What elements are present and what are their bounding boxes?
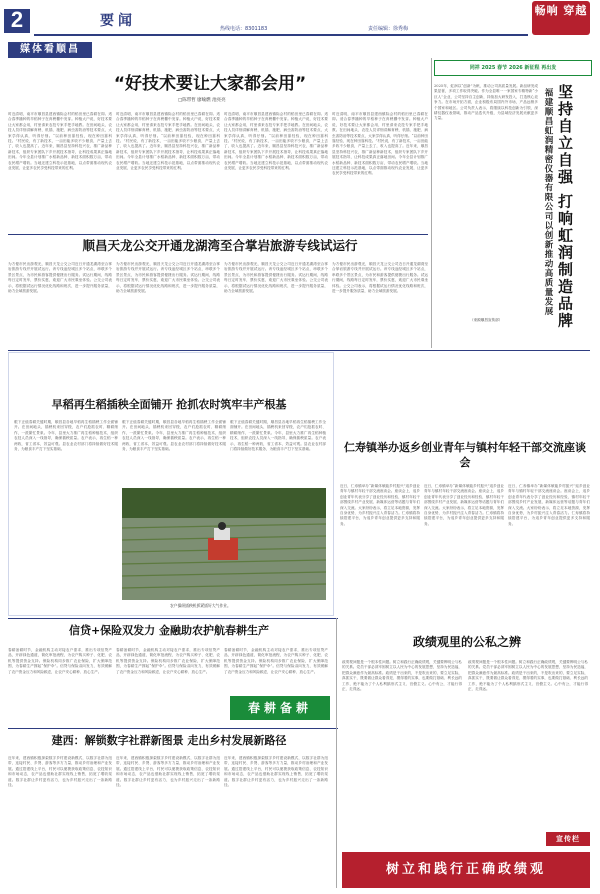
right-ad-source: （来源顺昌宣传部） bbox=[470, 318, 503, 322]
article3-body-col-2: 眼下正值春耕关键时期，顺昌县各地早稻再生稻插秧工作全面铺开。在田间地头，插秧机来回穿梭，农户们抢抓农时、精耕细作，一派繁忙景象。今年，县里大力推广再生稻种植技术，组织农技人员深入一线指导，确保插秧质量。农户表示，再生稻一种两收，省工省本，效益可观。县农业农村部门将持续做好技术服务，为粮食丰产打下坚实基础。 bbox=[122, 420, 226, 452]
article6-body-col-1: 近年来，建西镇积极探索数字乡村建设新模式，以数字社群为纽带，连接村民、乡贤、游客等多方力量，推动乡村治理和产业发展。通过搭建线上平台，村民可以便捷获取政策信息、农技知识和市场动态，农产品也借助社群实现线上销售，拓宽了增收渠道。数字社群让乡村更有活力，也为乡村振兴走出了一条新路径。 bbox=[8, 756, 112, 788]
propaganda-badge bbox=[546, 832, 590, 846]
article2-body-col-2: 为方便市民出游观光，顺昌天龙公交公司近日开通龙湖湾至合掌岩旅游专线并开展试运行。该专线途经城区多个站点，串联多个景区景点，为市民和游客提供便捷出行服务。试运行期间，线路每日定时发车，票价实惠，欢迎广大市民乘坐体验。公交公司表示，将根据试运行情况优化线路和班次，进一步提升服务质量，助力全域旅游发展。 bbox=[116, 262, 220, 294]
rice-transplanting-photo bbox=[122, 488, 326, 600]
article5-body-col-2: 春耕备耕时节，金融机构主动对接农户需求，推出专项信贷产品，开辟绿色通道，简化审批流程，为农户购买种子、化肥、农机等提供资金支持。保险机构同步推广农业保险，扩大保障范围，为春耕生产撑起“保护伞”。信贷与保险双向发力，有效缓解了农户资金压力和风险顾虑，让农户安心耕种、放心生产。 bbox=[116, 648, 220, 674]
main-headline: “好技术要让大家都会用” bbox=[113, 74, 307, 94]
main-byline: □陈带哲 廖喻燃 池亮亮 bbox=[178, 98, 226, 103]
article4-body-col-1: 近日，仁寿镇举办“新媒体赋能乡村振兴”返乡创业青年与镇村年轻干部交流座谈会。座谈会上，返乡创业青年代表分享了创业经历和经验，镇村年轻干部围绕乡村产业发展、新媒体运营等话题与青年们深入交流。大家纷纷表示，将立足本地资源，发挥自身优势，为乡村振兴注入青春活力。仁寿镇将持续搭建平台，为返乡青年创业提供更多支持和服务。 bbox=[340, 484, 420, 526]
article6-headline: 建西：解锁数字社群新图景 走出乡村发展新路径 bbox=[51, 734, 287, 747]
right-ad-body: 2025年，虹润以“创新”为帆，推动公司高质量发展。新品研发成果显著，多项工作取得突破。作为全县唯一一家国家专精特新“小巨人”企业，公司坚持自主创新，持续加大研发投入，打造核心竞争力。在市场开拓方面，企业积极布局国内外市场，产品远销多个国家和地区。公司负责人表示，将继续以科技创新为引领，深耕仪器仪表领域，推动产品迭代升级，为县域经济发展贡献更多力量。 bbox=[434, 84, 538, 121]
editor: 责任编辑：徐秀梅 bbox=[368, 26, 409, 32]
page-number: 2 bbox=[10, 7, 24, 32]
brand-logo bbox=[532, 1, 590, 35]
masthead bbox=[0, 0, 600, 38]
article4-body-col-3: 近日，仁寿镇举办“新媒体赋能乡村振兴”返乡创业青年与镇村年轻干部交流座谈会。座谈会上，返乡创业青年代表分享了创业经历和经验，镇村年轻干部围绕乡村产业发展、新媒体运营等话题与青年们深入交流。大家纷纷表示，将立足本地资源，发挥自身优势，为乡村振兴注入青春活力。仁寿镇将持续搭建平台，为返乡青年创业提供更多支持和服务。 bbox=[508, 484, 590, 526]
right-ad-headline: 坚持自立自强 打响虹润制造品牌 bbox=[556, 84, 574, 330]
divider-1 bbox=[8, 234, 428, 235]
divider-3 bbox=[8, 618, 338, 619]
article2-body-col-4: 为方便市民出游观光，顺昌天龙公交公司近日开通龙湖湾至合掌岩旅游专线并开展试运行。该专线途经城区多个站点，串联多个景区景点，为市民和游客提供便捷出行服务。试运行期间，线路每日定时发车，票价实惠，欢迎广大市民乘坐体验。公交公司表示，将根据试运行情况优化线路和班次，进一步提升服务质量，助力全域旅游发展。 bbox=[332, 262, 428, 294]
article2-headline: 顺昌天龙公交开通龙湖湾至合掌岩旅游专线试运行 bbox=[82, 238, 358, 253]
section-name: 要闻 bbox=[100, 13, 136, 29]
bottom-banner bbox=[342, 852, 590, 888]
column-right-body-col-1: 政绩观问题是一个根本性问题。树立和践行正确政绩观，关键要辨明公与私的关系。党员干部必须牢固树立以人民为中心的发展思想，坚持为民造福，把群众满意作为最高标准。政绩是干出来的，不是吹出来的，要立足实际，真抓实干，既要做让群众看得见、摸得着的实事，也要做打基础、利长远的工作，绝不能为了个人私利搞形式主义、官僚主义。心中有公，才能行得正、走得远。 bbox=[342, 660, 462, 692]
right-ad-subhead: 福建顺昌虹润精密仪器有限公司以创新推动高质量发展 bbox=[543, 88, 553, 316]
article3-body-col-3: 眼下正值春耕关键时期，顺昌县各地早稻再生稻插秧工作全面铺开。在田间地头，插秧机来回穿梭，农户们抢抓农时、精耕细作，一派繁忙景象。今年，县里大力推广再生稻种植技术，组织农技人员深入一线指导，确保插秧质量。农户表示，再生稻一种两收，省工省本，效益可观。县农业农村部门将持续做好技术服务，为粮食丰产打下坚实基础。 bbox=[230, 420, 326, 452]
bottom-banner-label: 树立和践行正确政绩观 bbox=[385, 862, 546, 877]
article5-body-col-1: 春耕备耕时节，金融机构主动对接农户需求，推出专项信贷产品，开辟绿色通道，简化审批流程，为农户购买种子、化肥、农机等提供资金支持。保险机构同步推广农业保险，扩大保障范围，为春耕生产撑起“保护伞”。信贷与保险双向发力，有效缓解了农户资金压力和风险顾虑，让农户安心耕种、放心生产。 bbox=[8, 648, 112, 674]
article5-headline: 信贷+保险双发力 金融助农护航春耕生产 bbox=[68, 624, 270, 637]
article5-badge bbox=[230, 696, 330, 720]
article5-badge-label: 春耕备耕 bbox=[247, 701, 312, 715]
column-right-body-col-2: 政绩观问题是一个根本性问题。树立和践行正确政绩观，关键要辨明公与私的关系。党员干部必须牢固树立以人民为中心的发展思想，坚持为民造福，把群众满意作为最高标准。政绩是干出来的，不是吹出来的，要立足实际，真抓实干，既要做让群众看得见、摸得着的实事，也要做打基础、利长远的工作，绝不能为了个人私利搞形式主义、官僚主义。心中有公，才能行得正、走得远。 bbox=[468, 660, 588, 692]
main-body-col-4: 时近清明，南平市顺昌县建西镇际会村的稻田里已春耕在即。适合春季播种的早稻种子在育秧棚中发芽。种植大户说，好技术要让大家都会用，村里请来农技专家手把手地教。在田间地头，农技人员详细讲解育秧、机插、施肥、病虫害防治等技术要点，大家学得认真，听得仔细。“以前种田靠经验，现在种田靠科技。”村民说，有了新技术，一亩田能多收不少粮食，产量上去了，收入也提高了。近年来，顺昌县坚持科技兴农，推广新品种新技术，组织专家团队下乡开展技术指导，让科技成果真正落地田间。今年全县计划推广水稻新品种、新技术面积数万亩，带动农民增产增收。当地还建立科技示范基地，以点带面推动现代农业发展，让更多农民享受科技带来的红利。 bbox=[332, 112, 428, 176]
divider-right-1 bbox=[431, 58, 432, 348]
rice-field-image bbox=[122, 488, 326, 600]
article6-body-col-2: 近年来，建西镇积极探索数字乡村建设新模式，以数字社群为纽带，连接村民、乡贤、游客等多方力量，推动乡村治理和产业发展。通过搭建线上平台，村民可以便捷获取政策信息、农技知识和市场动态，农产品也借助社群实现线上销售，拓宽了增收渠道。数字社群让乡村更有活力，也为乡村振兴走出了一条新路径。 bbox=[116, 756, 220, 788]
masthead-rule bbox=[34, 34, 528, 36]
divider-4 bbox=[8, 728, 338, 729]
article4-headline: 仁寿镇举办返乡创业青年与镇村年轻干部交流座谈会 bbox=[344, 441, 586, 469]
hotline: 热线电话：8301183 bbox=[220, 26, 268, 32]
main-body-col-3: 时近清明，南平市顺昌县建西镇际会村的稻田里已春耕在即。适合春季播种的早稻种子在育秧棚中发芽。种植大户说，好技术要让大家都会用，村里请来农技专家手把手地教。在田间地头，农技人员详细讲解育秧、机插、施肥、病虫害防治等技术要点，大家学得认真，听得仔细。“以前种田靠经验，现在种田靠科技。”村民说，有了新技术，一亩田能多收不少粮食，产量上去了，收入也提高了。近年来，顺昌县坚持科技兴农，推广新品种新技术，组织专家团队下乡开展技术指导，让科技成果真正落地田间。今年全县计划推广水稻新品种、新技术面积数万亩，带动农民增产增收。当地还建立科技示范基地，以点带面推动现代农业发展，让更多农民享受科技带来的红利。 bbox=[224, 112, 328, 171]
divider-2 bbox=[8, 350, 590, 351]
propaganda-badge-label: 宣传栏 bbox=[556, 835, 580, 843]
main-body-col-1: 时近清明，南平市顺昌县建西镇际会村的稻田里已春耕在即。适合春季播种的早稻种子在育秧棚中发芽。种植大户说，好技术要让大家都会用，村里请来农技专家手把手地教。在田间地头，农技人员详细讲解育秧、机插、施肥、病虫害防治等技术要点，大家学得认真，听得仔细。“以前种田靠经验，现在种田靠科技。”村民说，有了新技术，一亩田能多收不少粮食，产量上去了，收入也提高了。近年来，顺昌县坚持科技兴农，推广新品种新技术，组织专家团队下乡开展技术指导，让科技成果真正落地田间。今年全县计划推广水稻新品种、新技术面积数万亩，带动农民增产增收。当地还建立科技示范基地，以点带面推动现代农业发展，让更多农民享受科技带来的红利。 bbox=[8, 112, 112, 171]
article6-body-col-3: 近年来，建西镇积极探索数字乡村建设新模式，以数字社群为纽带，连接村民、乡贤、游客等多方力量，推动乡村治理和产业发展。通过搭建线上平台，村民可以便捷获取政策信息、农技知识和市场动态，农产品也借助社群实现线上销售，拓宽了增收渠道。数字社群让乡村更有活力，也为乡村振兴走出了一条新路径。 bbox=[224, 756, 328, 788]
article3-headline: 早稻再生稻插秧全面铺开 抢抓农时筑牢丰产根基 bbox=[51, 398, 287, 411]
column-right-headline: 政绩观里的公私之辨 bbox=[412, 635, 521, 649]
article2-body-col-1: 为方便市民出游观光，顺昌天龙公交公司近日开通龙湖湾至合掌岩旅游专线并开展试运行。该专线途经城区多个站点，串联多个景区景点，为市民和游客提供便捷出行服务。试运行期间，线路每日定时发车，票价实惠，欢迎广大市民乘坐体验。公交公司表示，将根据试运行情况优化线路和班次，进一步提升服务质量，助力全域旅游发展。 bbox=[8, 262, 112, 294]
article3-body-col-1: 眼下正值春耕关键时期，顺昌县各地早稻再生稻插秧工作全面铺开。在田间地头，插秧机来回穿梭，农户们抢抓农时、精耕细作，一派繁忙景象。今年，县里大力推广再生稻种植技术，组织农技人员深入一线指导，确保插秧质量。农户表示，再生稻一种两收，省工省本，效益可观。县农业农村部门将持续做好技术服务，为粮食丰产打下坚实基础。 bbox=[14, 420, 118, 452]
main-body-col-2: 时近清明，南平市顺昌县建西镇际会村的稻田里已春耕在即。适合春季播种的早稻种子在育秧棚中发芽。种植大户说，好技术要让大家都会用，村里请来农技专家手把手地教。在田间地头，农技人员详细讲解育秧、机插、施肥、病虫害防治等技术要点，大家学得认真，听得仔细。“以前种田靠经验，现在种田靠科技。”村民说，有了新技术，一亩田能多收不少粮食，产量上去了，收入也提高了。近年来，顺昌县坚持科技兴农，推广新品种新技术，组织专家团队下乡开展技术指导，让科技成果真正落地田间。今年全县计划推广水稻新品种、新技术面积数万亩，带动农民增产增收。当地还建立科技示范基地，以点带面推动现代农业发展，让更多农民享受科技带来的红利。 bbox=[116, 112, 220, 171]
right-ad-topline-text: 同祥 2025 春节 2026 新征程 再出发 bbox=[469, 65, 557, 71]
article5-body-col-3: 春耕备耕时节，金融机构主动对接农户需求，推出专项信贷产品，开辟绿色通道，简化审批流程，为农户购买种子、化肥、农机等提供资金支持。保险机构同步推广农业保险，扩大保障范围，为春耕生产撑起“保护伞”。信贷与保险双向发力，有效缓解了农户资金压力和风险顾虑，让农户安心耕种、放心生产。 bbox=[224, 648, 328, 674]
right-ad-topline bbox=[434, 60, 592, 76]
article2-body-col-3: 为方便市民出游观光，顺昌天龙公交公司近日开通龙湖湾至合掌岩旅游专线并开展试运行。该专线途经城区多个站点，串联多个景区景点，为市民和游客提供便捷出行服务。试运行期间，线路每日定时发车，票价实惠，欢迎广大市民乘坐体验。公交公司表示，将根据试运行情况优化线路和班次，进一步提升服务质量，助力全域旅游发展。 bbox=[224, 262, 328, 294]
column-banner-label: 媒体看顺昌 bbox=[20, 44, 80, 55]
logo-text: 畅响 穿越 bbox=[534, 4, 588, 17]
article3-photo-caption: 农户操纵插秧机抓紧插好大气作业。 bbox=[170, 603, 231, 608]
article4-body-col-2: 近日，仁寿镇举办“新媒体赋能乡村振兴”返乡创业青年与镇村年轻干部交流座谈会。座谈会上，返乡创业青年代表分享了创业经历和经验，镇村年轻干部围绕乡村产业发展、新媒体运营等话题与青年们深入交流。大家纷纷表示，将立足本地资源，发挥自身优势，为乡村振兴注入青春活力。仁寿镇将持续搭建平台，为返乡青年创业提供更多支持和服务。 bbox=[424, 484, 504, 526]
divider-right-2 bbox=[336, 618, 337, 888]
column-banner bbox=[8, 42, 92, 58]
